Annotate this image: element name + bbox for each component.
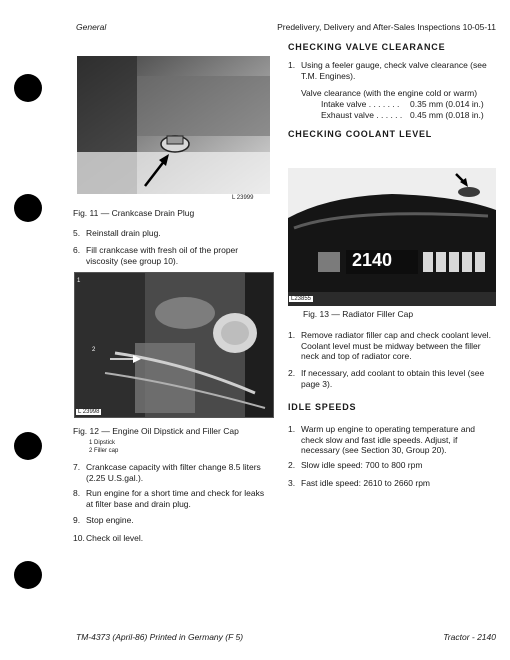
valve-step-1: 1. Using a feeler gauge, check valve clearance (see T.M. Engines). — [288, 60, 487, 81]
figure-13-id: L23855 — [291, 296, 312, 302]
step-7: 7. Crankcase capacity with filter change 8.5 liters (2.25 U.S.gal.). — [73, 462, 261, 483]
figure-12-legend-2: 2 Filler cap — [89, 448, 119, 454]
intake-valve-label: Intake valve . . . . . . . — [321, 99, 400, 109]
radiator-filler-cap-illustration — [288, 168, 496, 306]
figure-12-id: L 23998 — [78, 409, 100, 415]
step-8: 8. Run engine for a short time and check for leaks at filter base and drain plug. — [73, 488, 265, 509]
coolant-step-1: 1. Remove radiator filler cap and check coolant level. Coolant level must be midway between the filler neck and top of radiator core. — [288, 330, 491, 361]
figure-12-legend-1: 1 Dipstick — [89, 440, 116, 446]
footer-model: Tractor - 2140 — [443, 632, 496, 642]
step-6: 6. Fill crankcase with fresh oil of the proper viscosity (see group 10). — [73, 245, 239, 266]
intake-valve-value: 0.35 mm (0.014 in.) — [410, 99, 484, 109]
crankcase-drain-plug-illustration — [77, 56, 270, 194]
binder-hole — [14, 194, 42, 222]
header-section-title: General — [76, 22, 107, 32]
binder-hole — [14, 432, 42, 460]
binder-hole — [14, 561, 42, 589]
figure-12-callout-1: 1 — [77, 278, 81, 284]
footer-document-id: TM-4373 (April-86) Printed in Germany (F 5) — [76, 632, 244, 642]
figure-11-id: L 23999 — [232, 195, 254, 201]
header-page-reference: Predelivery, Delivery and After-Sales Inspections 10-05-11 — [277, 22, 496, 32]
step-9: 9. Stop engine. — [73, 515, 134, 525]
coolant-level-heading: CHECKING COOLANT LEVEL — [288, 129, 433, 139]
step-10: 10. Check oil level. — [73, 533, 144, 543]
step-5: 5. Reinstall drain plug. — [73, 228, 161, 238]
figure-12-caption: Fig. 12 — Engine Oil Dipstick and Filler Cap — [73, 426, 239, 436]
valve-clearance-heading: CHECKING VALVE CLEARANCE — [288, 42, 446, 52]
figure-13-photo — [288, 168, 496, 306]
exhaust-valve-label: Exhaust valve . . . . . . — [321, 110, 403, 120]
idle-step-3: 3. Fast idle speed: 2610 to 2660 rpm — [288, 478, 430, 488]
figure-12-photo — [74, 272, 274, 418]
idle-step-2: 2. Slow idle speed: 700 to 800 rpm — [288, 460, 423, 470]
binder-hole — [14, 74, 42, 102]
exhaust-valve-value: 0.45 mm (0.018 in.) — [410, 110, 484, 120]
figure-13-caption: Fig. 13 — Radiator Filler Cap — [303, 309, 414, 319]
coolant-step-2: 2. If necessary, add coolant to obtain this level (see page 3). — [288, 368, 485, 389]
idle-speeds-heading: IDLE SPEEDS — [288, 402, 357, 412]
model-badge: 2140 — [352, 250, 393, 270]
figure-11-caption: Fig. 11 — Crankcase Drain Plug — [73, 208, 195, 218]
valve-clearance-intro: Valve clearance (with the engine cold or warm) — [301, 88, 478, 98]
idle-step-1: 1. Warm up engine to operating temperature and check slow and fast idle speeds. Adjust, if necessary (see Section 30, Group 20). — [288, 424, 476, 455]
figure-11-photo — [77, 56, 270, 194]
oil-dipstick-illustration — [75, 273, 273, 417]
figure-12-callout-2: 2 — [92, 347, 96, 353]
